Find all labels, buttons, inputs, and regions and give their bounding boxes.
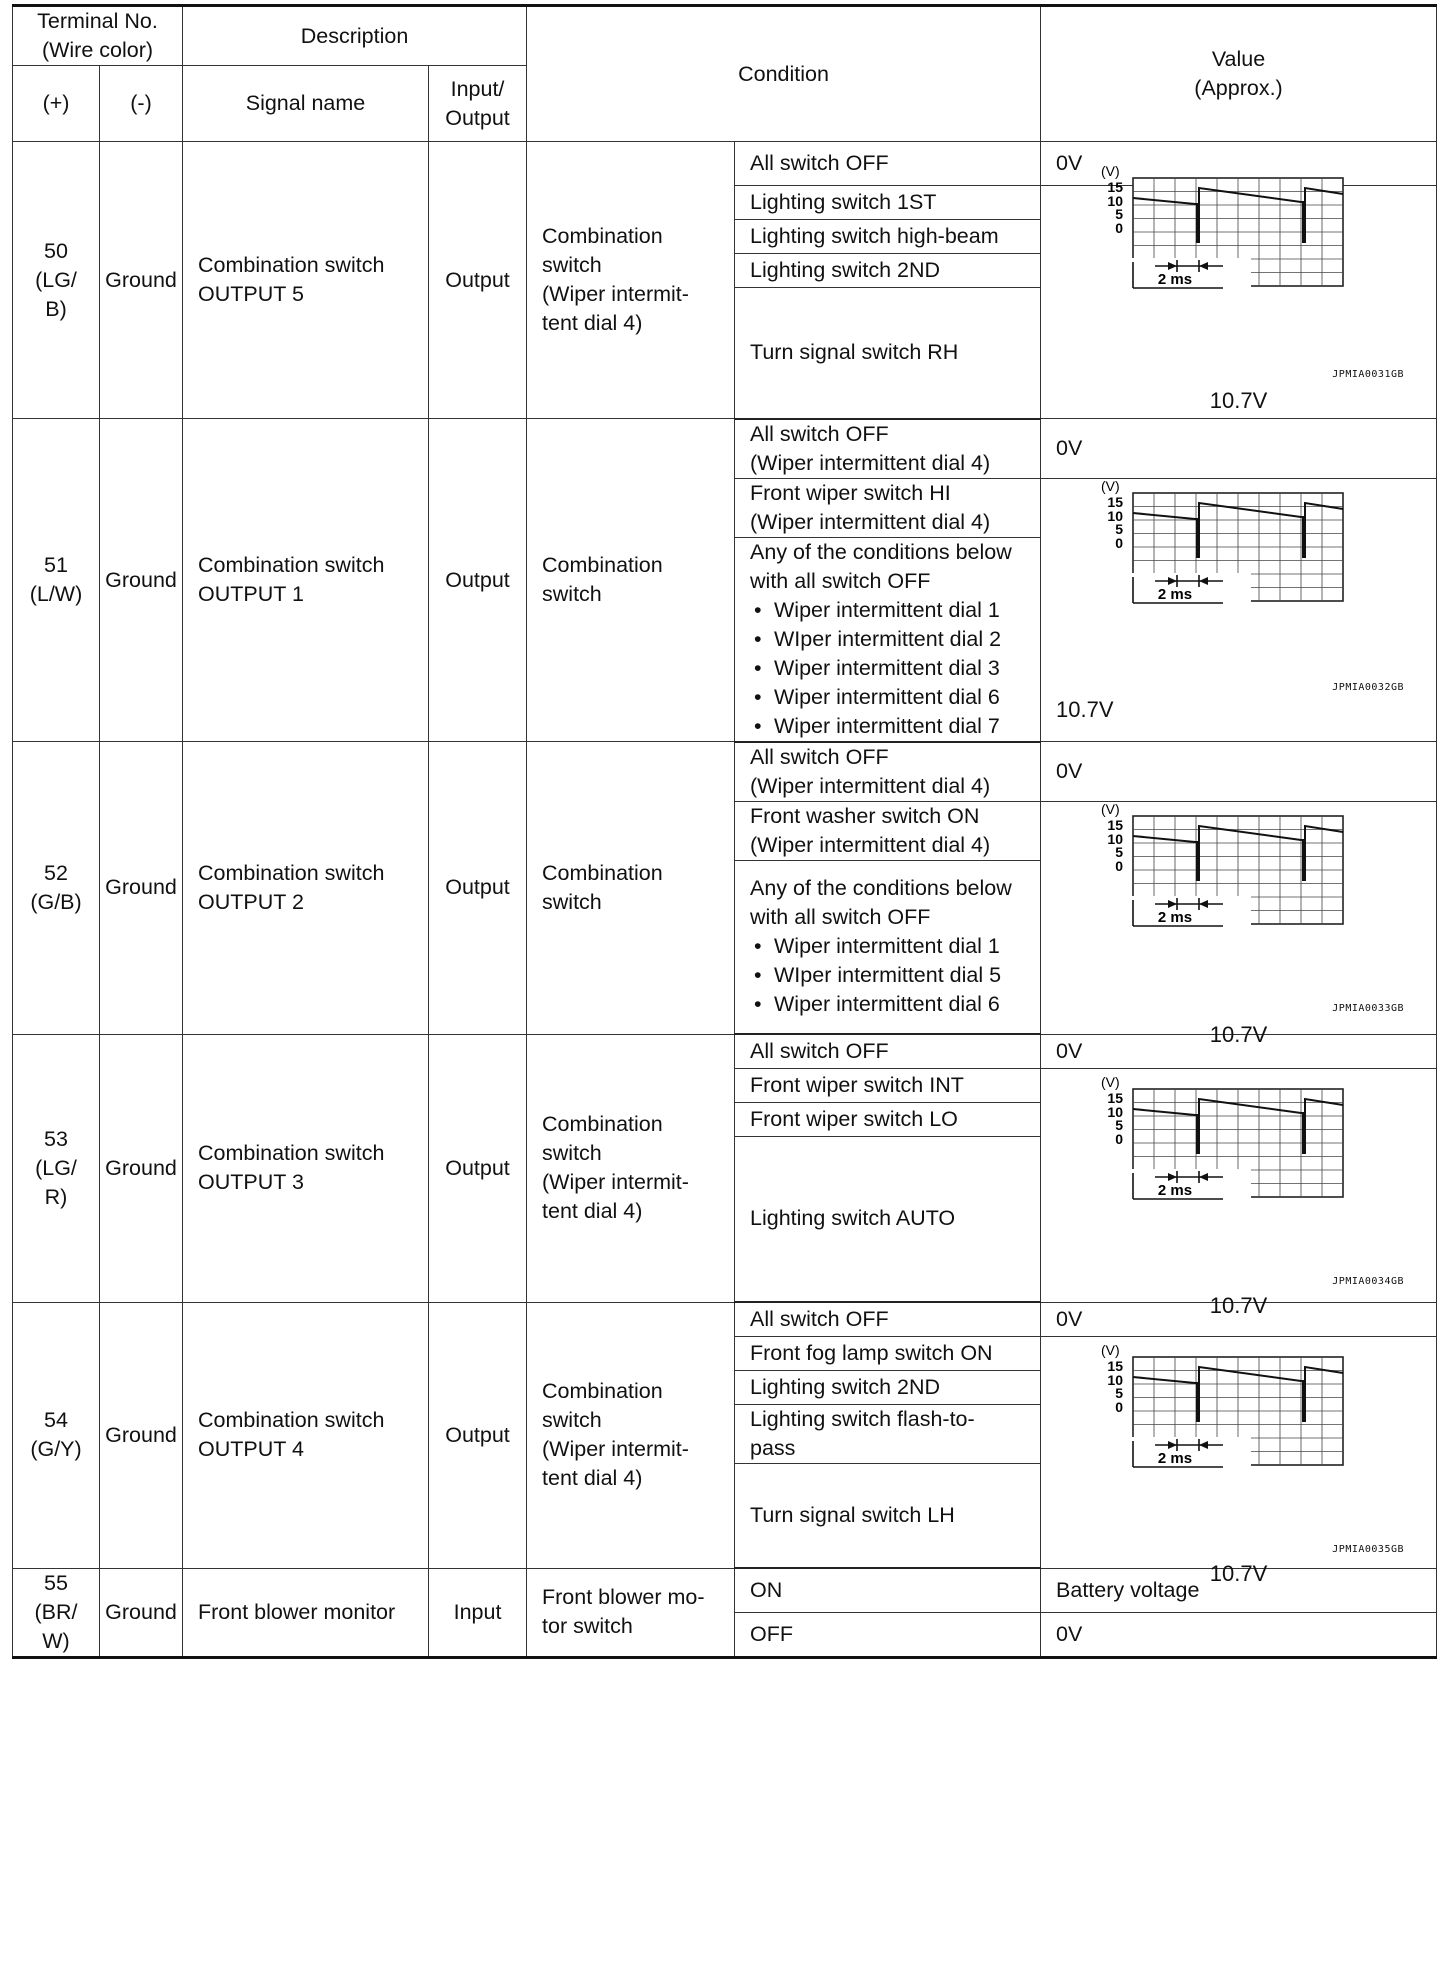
condition-bullet: • Wiper intermittent dial 6 — [750, 683, 1030, 712]
table-row — [13, 419, 1437, 479]
condition-item — [735, 1136, 1041, 1302]
waveform-y-tick: 5 — [1115, 843, 1124, 860]
condition-main: Combination switch (Wiper intermit- tent dial 4) — [527, 1034, 735, 1302]
condition-item — [735, 254, 1041, 288]
condition-main: Front blower mo- tor switch — [527, 1568, 735, 1657]
value-text: 0V — [1041, 142, 1437, 186]
terminal-number: 52 (G/B) — [13, 742, 100, 1035]
condition-text: All switch OFF (Wiper intermittent dial 4) — [750, 744, 991, 798]
waveform-y-tick: 5 — [1115, 1116, 1124, 1133]
condition-item — [735, 742, 1041, 802]
waveform-value: 10.7V — [1209, 1292, 1268, 1318]
condition-item — [735, 419, 1041, 479]
condition-item — [735, 1102, 1041, 1136]
waveform-value: 10.7V — [1209, 388, 1268, 413]
condition-item — [735, 1336, 1041, 1370]
waveform — [1079, 477, 1369, 612]
signal-name: Combination switch OUTPUT 3 — [183, 1034, 429, 1302]
header-value-label: Value — [1211, 47, 1266, 71]
condition-text: Lighting switch 2ND — [750, 1374, 941, 1399]
condition-text: Any of the conditions below with all switch OFF — [750, 539, 1012, 593]
waveform-time-label: 2 ms — [1157, 908, 1193, 926]
table-row — [13, 742, 1437, 802]
condition-item — [735, 186, 1041, 220]
waveform-unit: (V) — [1101, 163, 1120, 179]
condition-text: ON — [750, 1578, 783, 1602]
condition-text: All switch OFF (Wiper intermittent dial 4) — [750, 421, 991, 475]
waveform-y-tick: 5 — [1115, 206, 1124, 222]
input-output: Output — [429, 419, 527, 742]
waveform-unit: (V) — [1101, 800, 1120, 817]
waveform-time-label: 2 ms — [1157, 271, 1193, 288]
condition-item — [735, 1463, 1041, 1568]
header-description: Description — [183, 6, 527, 66]
waveform-code: JPMIA0033GB — [1332, 1002, 1405, 1014]
condition-bullet-list — [750, 932, 1030, 1019]
waveform-y-tick: 0 — [1115, 1398, 1124, 1415]
terminal-ground: Ground — [100, 1302, 183, 1568]
header-signal-name: Signal name — [183, 66, 429, 142]
condition-bullet: • Wiper intermittent dial 7 — [750, 712, 1030, 741]
condition-text: Front washer switch ON (Wiper intermittent dial 4) — [750, 803, 991, 857]
waveform-plot — [1079, 1341, 1369, 1476]
condition-text: All switch OFF — [750, 1306, 889, 1331]
input-output: Output — [429, 142, 527, 419]
waveform — [1079, 1073, 1369, 1208]
header-wire-color: (Wire color) — [41, 38, 154, 62]
condition-text: Lighting switch AUTO — [750, 1206, 956, 1231]
waveform-code: JPMIA0031GB — [1332, 369, 1405, 380]
value-text: 0V — [1041, 1613, 1437, 1658]
condition-text: Lighting switch high-beam — [750, 224, 999, 249]
condition-item — [735, 288, 1041, 419]
terminal-number: 53 (LG/ R) — [13, 1034, 100, 1302]
waveform-plot — [1079, 800, 1369, 935]
value-text: 0V — [1041, 419, 1437, 479]
condition-item — [735, 537, 1041, 742]
condition-bullet-list — [750, 596, 1030, 741]
terminal-number: 55 (BR/ W) — [13, 1568, 100, 1657]
condition-item — [735, 142, 1041, 186]
terminal-ground: Ground — [100, 1568, 183, 1657]
header-input-output: Input/ Output — [429, 66, 527, 142]
header-value — [1041, 6, 1437, 142]
waveform-y-tick: 15 — [1107, 179, 1124, 195]
condition-text: All switch OFF — [750, 1038, 889, 1063]
condition-bullet: • Wiper intermittent dial 1 — [750, 932, 1030, 961]
waveform-unit: (V) — [1101, 477, 1120, 494]
waveform-y-tick: 15 — [1107, 1357, 1124, 1374]
condition-text: Turn signal switch RH — [750, 340, 959, 365]
condition-text: Lighting switch 1ST — [750, 190, 937, 215]
waveform-time-label: 2 ms — [1157, 1181, 1193, 1199]
waveform-value-cell — [1041, 1336, 1437, 1586]
waveform-unit: (V) — [1101, 1073, 1120, 1090]
terminal-spec-table — [12, 4, 1437, 1659]
input-output: Output — [429, 1302, 527, 1568]
condition-item — [735, 1370, 1041, 1404]
waveform-y-tick: 0 — [1115, 857, 1124, 874]
waveform-y-tick: 10 — [1107, 1103, 1124, 1120]
waveform-time-label: 2 ms — [1157, 585, 1193, 603]
waveform-value-cell — [1041, 1068, 1437, 1318]
table-body — [13, 142, 1437, 1658]
waveform-y-tick: 0 — [1115, 1130, 1124, 1147]
signal-name: Combination switch OUTPUT 4 — [183, 1302, 429, 1568]
value-text: 0V — [1041, 1034, 1437, 1068]
condition-text: Turn signal switch LH — [750, 1502, 955, 1527]
condition-item — [735, 1068, 1041, 1102]
waveform-value-cell — [1041, 478, 1437, 742]
input-output: Output — [429, 742, 527, 1035]
waveform-y-tick: 0 — [1115, 220, 1124, 236]
condition-item — [735, 1568, 1041, 1613]
condition-text: Lighting switch flash-to- pass — [750, 1406, 975, 1460]
condition-item — [735, 1404, 1041, 1463]
waveform-y-tick: 5 — [1115, 520, 1124, 537]
waveform-y-tick: 15 — [1107, 1089, 1124, 1106]
condition-main: Combination switch (Wiper intermit- tent dial 4) — [527, 1302, 735, 1568]
condition-text: Front wiper switch INT — [750, 1072, 964, 1097]
condition-bullet: • WIper intermittent dial 5 — [750, 961, 1030, 990]
terminal-ground: Ground — [100, 1034, 183, 1302]
waveform-unit: (V) — [1101, 1341, 1120, 1358]
condition-main: Combination switch (Wiper intermit- tent dial 4) — [527, 142, 735, 419]
terminal-spec-sheet — [12, 4, 1437, 1659]
waveform-value: 10.7V — [1209, 1560, 1268, 1586]
condition-bullet: • Wiper intermittent dial 3 — [750, 654, 1030, 683]
condition-text: Front wiper switch HI (Wiper intermittent dial 4) — [750, 480, 991, 534]
waveform-code: JPMIA0032GB — [1332, 681, 1405, 693]
condition-bullet: • WIper intermittent dial 2 — [750, 625, 1030, 654]
waveform-plot — [1079, 162, 1369, 297]
terminal-number: 54 (G/Y) — [13, 1302, 100, 1568]
condition-item — [735, 478, 1041, 537]
input-output: Input — [429, 1568, 527, 1657]
condition-text: Lighting switch 2ND — [750, 258, 941, 283]
condition-text: OFF — [750, 1621, 794, 1646]
condition-text: All switch OFF — [750, 151, 889, 175]
waveform-y-tick: 15 — [1107, 816, 1124, 833]
terminal-ground: Ground — [100, 142, 183, 419]
waveform-time-label: 2 ms — [1157, 1449, 1193, 1467]
header-plus: (+) — [13, 66, 100, 142]
header-condition: Condition — [527, 6, 1041, 142]
condition-bullet: • Wiper intermittent dial 6 — [750, 990, 1030, 1019]
condition-item — [735, 801, 1041, 860]
condition-text: Front wiper switch LO — [750, 1106, 958, 1131]
waveform-code: JPMIA0035GB — [1332, 1543, 1405, 1555]
waveform-y-tick: 10 — [1107, 830, 1124, 847]
waveform-value: 10.7V — [1056, 696, 1114, 722]
waveform-plot — [1079, 1073, 1369, 1208]
header-minus: (-) — [100, 66, 183, 142]
condition-item — [735, 220, 1041, 254]
waveform — [1079, 162, 1369, 297]
condition-text: Any of the conditions below with all switch OFF — [750, 876, 1012, 930]
condition-bullet: • Wiper intermittent dial 1 — [750, 596, 1030, 625]
signal-name: Combination switch OUTPUT 5 — [183, 142, 429, 419]
waveform-y-tick: 5 — [1115, 1384, 1124, 1401]
condition-item — [735, 1302, 1041, 1336]
terminal-number: 51 (L/W) — [13, 419, 100, 742]
value-text: 0V — [1041, 742, 1437, 802]
header-approx: (Approx.) — [1194, 76, 1283, 100]
condition-item — [735, 1613, 1041, 1658]
waveform-plot — [1079, 477, 1369, 612]
waveform-value: 10.7V — [1209, 1021, 1268, 1047]
waveform-code: JPMIA0034GB — [1332, 1275, 1405, 1287]
waveform — [1079, 800, 1369, 935]
signal-name: Combination switch OUTPUT 2 — [183, 742, 429, 1035]
table-header — [13, 6, 1437, 142]
terminal-number: 50 (LG/ B) — [13, 142, 100, 419]
waveform-y-tick: 10 — [1107, 507, 1124, 524]
input-output: Output — [429, 1034, 527, 1302]
waveform-y-tick: 15 — [1107, 493, 1124, 510]
value-text: Battery voltage — [1041, 1568, 1437, 1613]
condition-text: Front fog lamp switch ON — [750, 1340, 993, 1365]
condition-main: Combination switch — [527, 419, 735, 742]
terminal-ground: Ground — [100, 742, 183, 1035]
header-terminal-label: Terminal No. — [37, 9, 158, 33]
value-text: 0V — [1041, 1302, 1437, 1336]
waveform-y-tick: 10 — [1107, 1371, 1124, 1388]
waveform-y-tick: 10 — [1107, 193, 1124, 209]
condition-item — [735, 1034, 1041, 1068]
waveform — [1079, 1341, 1369, 1476]
signal-name: Front blower monitor — [183, 1568, 429, 1657]
header-terminal-no — [13, 6, 183, 66]
waveform-value-cell — [1041, 800, 1437, 1047]
signal-name: Combination switch OUTPUT 1 — [183, 419, 429, 742]
condition-item — [735, 860, 1041, 1034]
waveform-y-tick: 0 — [1115, 534, 1124, 551]
condition-main: Combination switch — [527, 742, 735, 1035]
terminal-ground: Ground — [100, 419, 183, 742]
